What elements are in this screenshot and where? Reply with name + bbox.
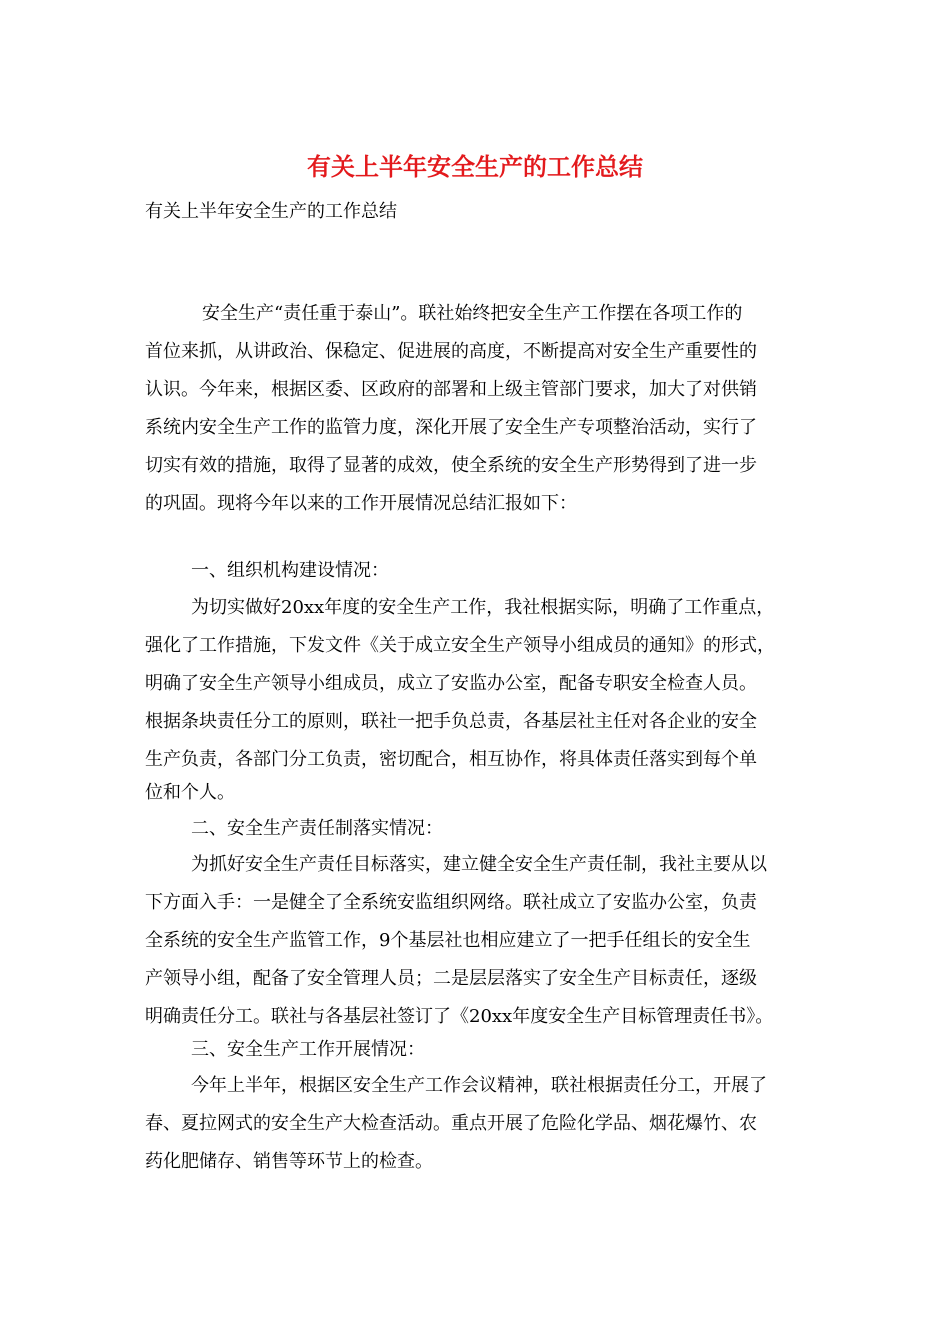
paragraph-line: 认识。今年来，根据区委、区政府的部署和上级主管部门要求，加大了对供销 xyxy=(145,379,757,400)
paragraph-line: 系统内安全生产工作的监管力度，深化开展了安全生产专项整治活动，实行了 xyxy=(145,417,757,438)
paragraph-line: 产领导小组，配备了安全管理人员；二是层层落实了安全生产目标责任，逐级 xyxy=(145,968,757,989)
paragraph-line: 明确责任分工。联社与各基层社签订了《20xx年度安全生产目标管理责任书》。 xyxy=(145,1006,774,1027)
paragraph-line: 切实有效的措施，取得了显著的成效，使全系统的安全生产形势得到了进一步 xyxy=(145,455,757,476)
paragraph-line: 下方面入手：一是健全了全系统安监组织网络。联社成立了安监办公室，负责 xyxy=(145,892,757,913)
paragraph-line: 全系统的安全生产监管工作，9个基层社也相应建立了一把手任组长的安全生 xyxy=(145,930,751,951)
paragraph-line: 位和个人。 xyxy=(145,782,235,803)
paragraph-line: 为抓好安全生产责任目标落实，建立健全安全生产责任制，我社主要从以 xyxy=(191,854,767,875)
paragraph-line: 的巩固。现将今年以来的工作开展情况总结汇报如下： xyxy=(145,493,577,514)
section-heading: 一、组织机构建设情况： xyxy=(191,560,389,581)
paragraph-line: 生产负责，各部门分工负责，密切配合，相互协作，将具体责任落实到每个单 xyxy=(145,749,757,770)
paragraph-line: 为切实做好20xx年度的安全生产工作，我社根据实际，明确了工作重点， xyxy=(191,597,775,618)
paragraph-line: 明确了安全生产领导小组成员，成立了安监办公室，配备专职安全检查人员。 xyxy=(145,673,757,694)
section-heading: 二、安全生产责任制落实情况： xyxy=(191,818,443,839)
paragraph-line: 药化肥储存、销售等环节上的检查。 xyxy=(145,1151,433,1172)
paragraph-line: 根据条块责任分工的原则，联社一把手负总责，各基层社主任对各企业的安全 xyxy=(145,711,757,732)
document-title: 有关上半年安全生产的工作总结 xyxy=(307,152,643,181)
paragraph-line: 春、夏拉网式的安全生产大检查活动。重点开展了危险化学品、烟花爆竹、农 xyxy=(145,1113,757,1134)
paragraph-line: 安全生产“责任重于泰山”。联社始终把安全生产工作摆在各项工作的 xyxy=(202,303,743,324)
paragraph-line: 首位来抓，从讲政治、保稳定、促进展的高度，不断提高对安全生产重要性的 xyxy=(145,341,757,362)
paragraph-line: 强化了工作措施，下发文件《关于成立安全生产领导小组成员的通知》的形式， xyxy=(145,635,775,656)
section-heading: 三、安全生产工作开展情况： xyxy=(191,1039,425,1060)
paragraph-line: 今年上半年，根据区安全生产工作会议精神，联社根据责任分工，开展了 xyxy=(191,1075,767,1096)
document-subtitle: 有关上半年安全生产的工作总结 xyxy=(145,201,397,222)
